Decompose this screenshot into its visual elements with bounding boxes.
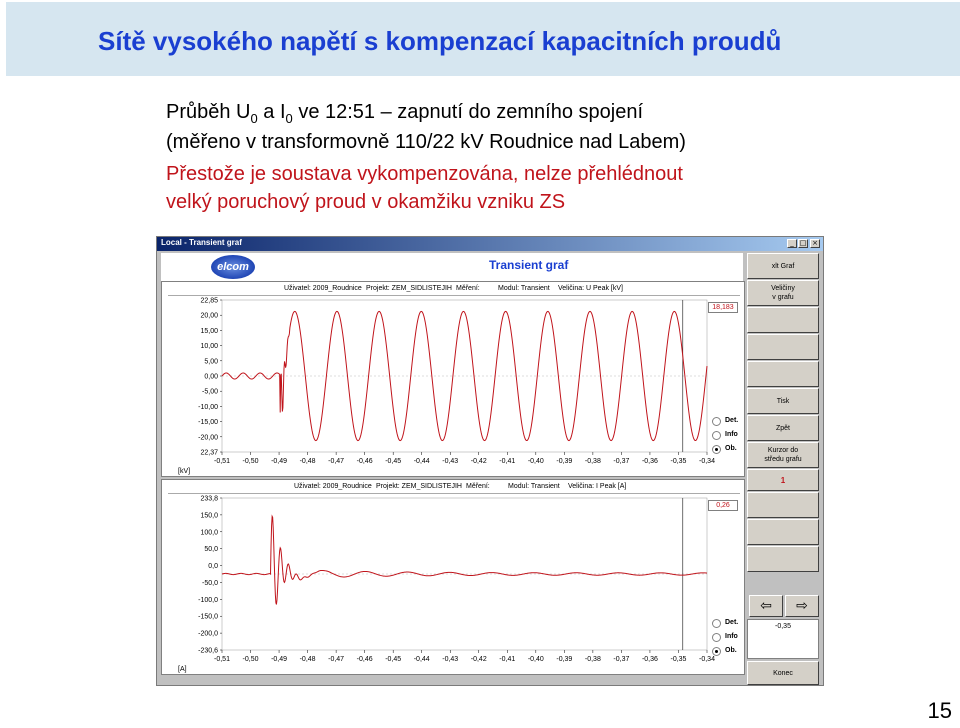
radio-dot-icon xyxy=(712,619,721,628)
radio-det[interactable]: Det. xyxy=(712,414,738,428)
page-number: 15 xyxy=(927,698,952,723)
window-titlebar[interactable] xyxy=(157,237,823,251)
voltage-graph[interactable] xyxy=(162,282,746,478)
voltage-x-tick-label: -0,44 xyxy=(413,458,430,465)
voltage-x-tick-label: -0,35 xyxy=(670,458,687,465)
radio-dot-icon xyxy=(712,431,721,440)
voltage-user-label: Uživatel: 2009_Roudnice xyxy=(284,285,362,292)
current-x-tick-label: -0,35 xyxy=(670,656,687,663)
voltage-y-tick-label: 22,37 xyxy=(200,449,218,457)
current-x-tick-label: -0,38 xyxy=(584,656,601,663)
current-x-tick-label: -0,41 xyxy=(499,656,516,663)
voltage-x-tick-label: -0,50 xyxy=(242,458,259,465)
voltage-x-tick-label: -0,47 xyxy=(328,458,345,465)
title-banner xyxy=(6,2,960,76)
current-y-tick-label: 150,0 xyxy=(200,512,218,520)
quantities-button[interactable]: Veličiny v grafu xyxy=(747,280,819,306)
voltage-x-tick-label: -0,40 xyxy=(527,458,544,465)
current-readout: 0,26 xyxy=(708,500,738,511)
current-x-tick-label: -0,47 xyxy=(328,656,345,663)
current-y-tick-label: -150,0 xyxy=(198,613,218,621)
blank-button-3[interactable] xyxy=(747,361,819,387)
current-view-radio-group xyxy=(712,616,738,658)
voltage-graph-panel xyxy=(161,281,745,477)
current-x-tick-label: -0,42 xyxy=(470,656,487,663)
cursor-center-button[interactable]: Kurzor do středu grafu xyxy=(747,442,819,468)
arrow-right-icon[interactable]: ⇨ xyxy=(785,595,819,617)
voltage-y-tick-label: 5,00 xyxy=(204,358,218,366)
blank-button-2[interactable] xyxy=(747,334,819,360)
blank-button-6[interactable] xyxy=(747,546,819,572)
voltage-x-tick-label: -0,34 xyxy=(699,458,715,465)
voltage-x-tick-label: -0,45 xyxy=(385,458,402,465)
current-y-tick-label: 233,8 xyxy=(200,495,218,503)
current-y-tick-label: -230,6 xyxy=(198,647,218,655)
current-x-tick-label: -0,44 xyxy=(413,656,430,663)
current-x-tick-label: -0,37 xyxy=(613,656,630,663)
radio-dot-selected-icon xyxy=(712,445,721,454)
voltage-y-tick-label: 0,00 xyxy=(204,373,218,381)
current-y-tick-label: 100,0 xyxy=(200,529,218,537)
current-project-label: Projekt: ZEM_SIDLISTEJIH xyxy=(376,483,462,490)
current-x-tick-label: -0,50 xyxy=(242,656,259,663)
back-button[interactable]: Zpět xyxy=(747,415,819,441)
description-line-4: velký poruchový proud v okamžiku vzniku ZS xyxy=(166,191,566,213)
radio-det[interactable]: Det. xyxy=(712,616,738,630)
close-button[interactable]: × xyxy=(810,239,820,248)
current-y-tick-label: 0,0 xyxy=(208,563,218,571)
voltage-quantity-label: Veličina: U Peak [kV] xyxy=(558,285,623,292)
radio-info[interactable]: Info xyxy=(712,428,738,442)
header-area xyxy=(161,253,743,281)
end-button[interactable]: Konec xyxy=(747,661,819,685)
radio-ob[interactable]: Ob. xyxy=(712,644,738,658)
voltage-x-tick-label: -0,48 xyxy=(299,458,316,465)
cursor-value-field: -0,35 xyxy=(747,619,819,659)
description-line-3: Přestože je soustava vykompenzována, nelze přehlédnout xyxy=(166,163,683,185)
channel-selector[interactable] xyxy=(747,469,819,491)
app-window xyxy=(156,236,824,686)
voltage-y-tick-label: -15,00 xyxy=(198,419,218,427)
current-graph[interactable] xyxy=(162,480,746,676)
current-module-label: Modul: Transient xyxy=(508,483,560,490)
current-quantity-label: Veličina: I Peak [A] xyxy=(568,483,627,490)
voltage-y-tick-label: -10,00 xyxy=(198,403,218,411)
current-x-tick-label: -0,48 xyxy=(299,656,316,663)
radio-dot-selected-icon xyxy=(712,647,721,656)
voltage-x-tick-label: -0,41 xyxy=(499,458,516,465)
radio-info[interactable]: Info xyxy=(712,630,738,644)
current-x-tick-label: -0,36 xyxy=(641,656,658,663)
current-y-tick-label: -50,0 xyxy=(202,579,218,587)
blank-button-1[interactable] xyxy=(747,307,819,333)
voltage-x-tick-label: -0,36 xyxy=(641,458,658,465)
current-x-tick-label: -0,40 xyxy=(527,656,544,663)
voltage-x-tick-label: -0,42 xyxy=(470,458,487,465)
voltage-y-tick-label: 20,00 xyxy=(200,312,218,320)
current-y-tick-label: -200,0 xyxy=(198,630,218,638)
export-graph-button[interactable]: xlt Graf xyxy=(747,253,819,279)
voltage-x-tick-label: -0,38 xyxy=(584,458,601,465)
maximize-button[interactable]: □ xyxy=(799,239,807,247)
voltage-x-tick-label: -0,49 xyxy=(271,458,288,465)
current-x-tick-label: -0,51 xyxy=(214,656,230,663)
current-y-tick-label: 50,0 xyxy=(204,546,218,554)
elcom-logo: elcom xyxy=(211,255,255,279)
voltage-x-tick-label: -0,46 xyxy=(356,458,373,465)
voltage-measurement-label: Měření: xyxy=(456,285,480,292)
voltage-view-radio-group xyxy=(712,414,738,456)
voltage-y-tick-label: 15,00 xyxy=(200,327,218,335)
current-x-tick-label: -0,39 xyxy=(556,656,573,663)
radio-dot-icon xyxy=(712,417,721,426)
minimize-button[interactable]: _ xyxy=(787,239,797,248)
current-user-label: Uživatel: 2009_Roudnice xyxy=(294,483,372,490)
current-x-tick-label: -0,46 xyxy=(356,656,373,663)
radio-dot-icon xyxy=(712,633,721,642)
radio-ob[interactable]: Ob. xyxy=(712,442,738,456)
header-title: Transient graf xyxy=(489,258,569,272)
current-x-tick-label: -0,43 xyxy=(442,656,459,663)
current-measurement-label: Měření: xyxy=(466,483,490,490)
description-line-2: (měřeno v transformovně 110/22 kV Roudnice nad Labem) xyxy=(166,131,686,153)
current-x-tick-label: -0,45 xyxy=(385,656,402,663)
current-x-tick-label: -0,34 xyxy=(699,656,715,663)
voltage-x-tick-label: -0,39 xyxy=(556,458,573,465)
current-unit-label: [A] xyxy=(178,666,187,673)
blank-button-4[interactable] xyxy=(747,492,819,518)
voltage-y-tick-label: -20,00 xyxy=(198,434,218,442)
current-graph-panel xyxy=(161,479,745,675)
print-button[interactable]: Tisk xyxy=(747,388,819,414)
description-line-1: Průběh $U_0$ a $I_0$ ve 12:51 – zapnutí do zemního spojení xyxy=(166,101,644,126)
voltage-module-label: Modul: Transient xyxy=(498,285,550,292)
blank-button-5[interactable] xyxy=(747,519,819,545)
current-y-tick-label: -100,0 xyxy=(198,596,218,604)
voltage-y-tick-label: 10,00 xyxy=(200,343,218,351)
voltage-unit-label: [kV] xyxy=(178,468,191,475)
voltage-project-label: Projekt: ZEM_SIDLISTEJIH xyxy=(366,285,452,292)
voltage-y-tick-label: 22,85 xyxy=(200,297,218,305)
arrow-left-icon[interactable]: ⇦ xyxy=(749,595,783,617)
voltage-readout: 18,183 xyxy=(708,302,738,313)
voltage-x-tick-label: -0,37 xyxy=(613,458,630,465)
voltage-y-tick-label: -5,00 xyxy=(202,388,218,396)
window-title: Local - Transient graf xyxy=(161,238,242,247)
channel-number: 1 xyxy=(780,475,786,485)
voltage-x-tick-label: -0,51 xyxy=(214,458,230,465)
voltage-x-tick-label: -0,43 xyxy=(442,458,459,465)
slide-title: Sítě vysokého napětí s kompenzací kapacitních proudů xyxy=(98,26,782,56)
current-x-tick-label: -0,49 xyxy=(271,656,288,663)
